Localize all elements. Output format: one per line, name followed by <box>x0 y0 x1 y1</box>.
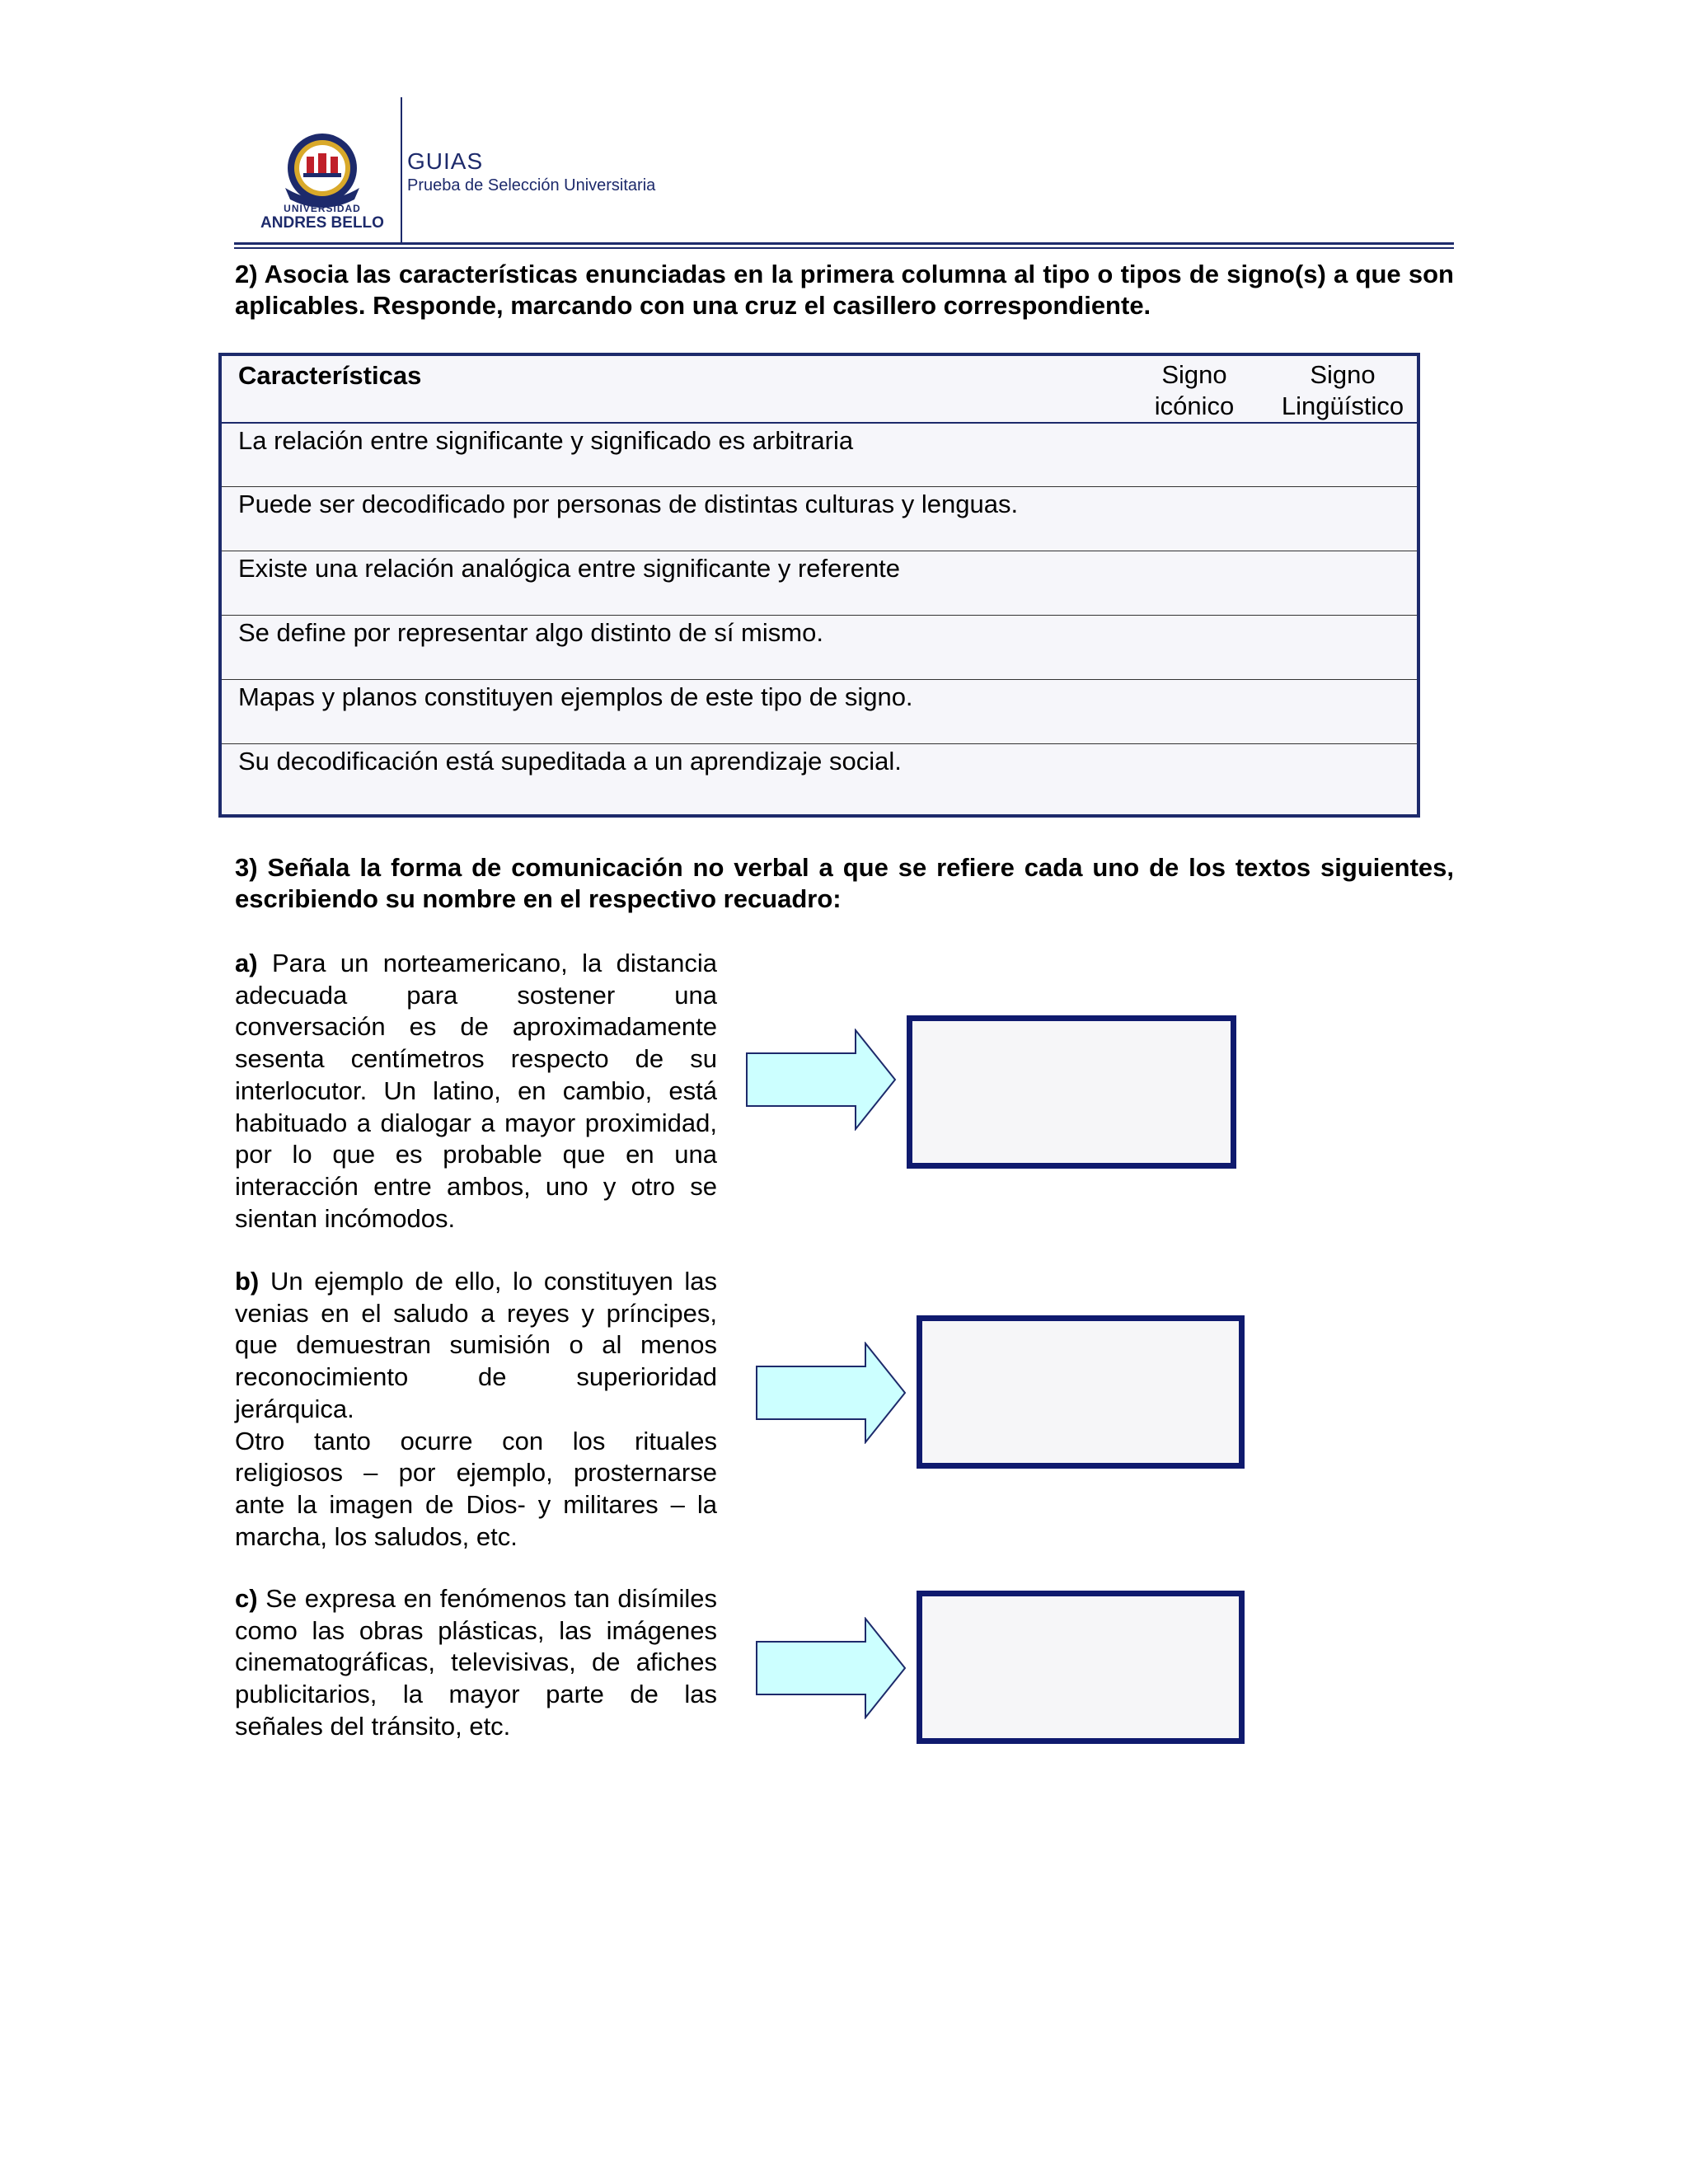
table-row <box>222 743 1417 808</box>
guide-title: GUIAS <box>407 148 484 174</box>
col-header-linguistic-line2: Lingüístico <box>1281 391 1404 420</box>
table-row <box>222 486 1417 551</box>
linguistic-checkbox-cell[interactable] <box>1268 744 1417 808</box>
table-row <box>222 551 1417 616</box>
university-small-text: UNIVERSIDAD <box>284 203 361 214</box>
table-row <box>222 679 1417 744</box>
iconic-checkbox-cell[interactable] <box>1128 424 1260 488</box>
header-rule-2 <box>234 247 1454 249</box>
col-header-iconic-line1: Signo <box>1161 360 1227 389</box>
table-row <box>222 615 1417 680</box>
iconic-checkbox-cell[interactable] <box>1128 551 1260 616</box>
row-characteristic: La relación entre significante y significado es arbitraria <box>238 426 854 455</box>
col-header-linguistic-line1: Signo <box>1310 360 1376 389</box>
col-header-iconic <box>1128 359 1260 422</box>
item-c-label: c) <box>235 1584 258 1613</box>
text-c <box>235 1583 717 1743</box>
guide-subtitle: Prueba de Selección Universitaria <box>407 176 656 194</box>
linguistic-checkbox-cell[interactable] <box>1268 680 1417 744</box>
header-rule <box>234 242 1454 245</box>
row-characteristic: Su decodificación está supeditada a un aprendizaje social. <box>238 747 902 776</box>
iconic-checkbox-cell[interactable] <box>1128 487 1260 551</box>
row-characteristic: Existe una relación analógica entre significante y referente <box>238 554 901 583</box>
answer-box-c[interactable] <box>917 1591 1245 1744</box>
iconic-checkbox-cell[interactable] <box>1128 680 1260 744</box>
col-header-iconic-line2: icónico <box>1154 391 1235 420</box>
item-a-label: a) <box>235 949 258 977</box>
item-a-text: Para un norteamericano, la distancia adecuada para sostener una conversación es de aproximadamente sesenta centímetros respecto de su interlocutor. Un latino, en cambio, está habituado a dialogar a mayor proximidad, por lo que es probable que en una interacción entre ambos, uno y otro se sientan incómodos. <box>235 949 717 1233</box>
row-characteristic: Se define por representar algo distinto de sí mismo. <box>238 618 823 647</box>
arrow-right-icon <box>745 1029 902 1131</box>
row-characteristic: Mapas y planos constituyen ejemplos de este tipo de signo. <box>238 682 913 711</box>
text-a <box>235 948 717 1235</box>
answer-box-a[interactable] <box>907 1015 1236 1169</box>
col-header-linguistic <box>1268 359 1417 422</box>
arrow-right-icon <box>755 1342 912 1444</box>
linguistic-checkbox-cell[interactable] <box>1268 487 1417 551</box>
row-characteristic: Puede ser decodificado por personas de distintas culturas y lenguas. <box>238 490 1019 518</box>
col-header-characteristics: Características <box>238 361 422 390</box>
linguistic-checkbox-cell[interactable] <box>1268 424 1417 488</box>
linguistic-checkbox-cell[interactable] <box>1268 551 1417 616</box>
university-name: ANDRES BELLO <box>260 214 384 232</box>
iconic-checkbox-cell[interactable] <box>1128 744 1260 808</box>
question-2-text: 2) Asocia las características enunciadas en la primera columna al tipo o tipos de signo(s) a que son aplicables. Responde, marcando con una cruz el casillero correspondiente. <box>235 260 1454 320</box>
item-b-label: b) <box>235 1267 260 1296</box>
linguistic-checkbox-cell[interactable] <box>1268 616 1417 680</box>
table-row <box>222 422 1417 488</box>
item-b-text: Un ejemplo de ello, lo constituyen las venias en el saludo a reyes y príncipes, que demuestran sumisión o al menos reconocimiento de superioridad jerárquica. <box>235 1267 717 1423</box>
header-divider <box>401 97 402 242</box>
item-b-text-2: Otro tanto ocurre con los rituales religiosos – por ejemplo, prosternarse ante la imagen de Dios- y militares – la marcha, los saludos, etc. <box>235 1426 717 1551</box>
arrow-right-icon <box>755 1617 912 1719</box>
signs-table <box>218 353 1420 818</box>
item-c-text: Se expresa en fenómenos tan disímiles como las obras plásticas, las imágenes cinematográficas, televisivas, de afiches publicitarios, la mayor parte de las señales del tránsito, etc. <box>235 1584 717 1741</box>
text-b <box>235 1266 717 1553</box>
iconic-checkbox-cell[interactable] <box>1128 616 1260 680</box>
answer-box-b[interactable] <box>917 1315 1245 1469</box>
question-3-text: 3) Señala la forma de comunicación no verbal a que se refiere cada uno de los textos siguientes, escribiendo su nombre en el respectivo recuadro: <box>235 853 1454 913</box>
